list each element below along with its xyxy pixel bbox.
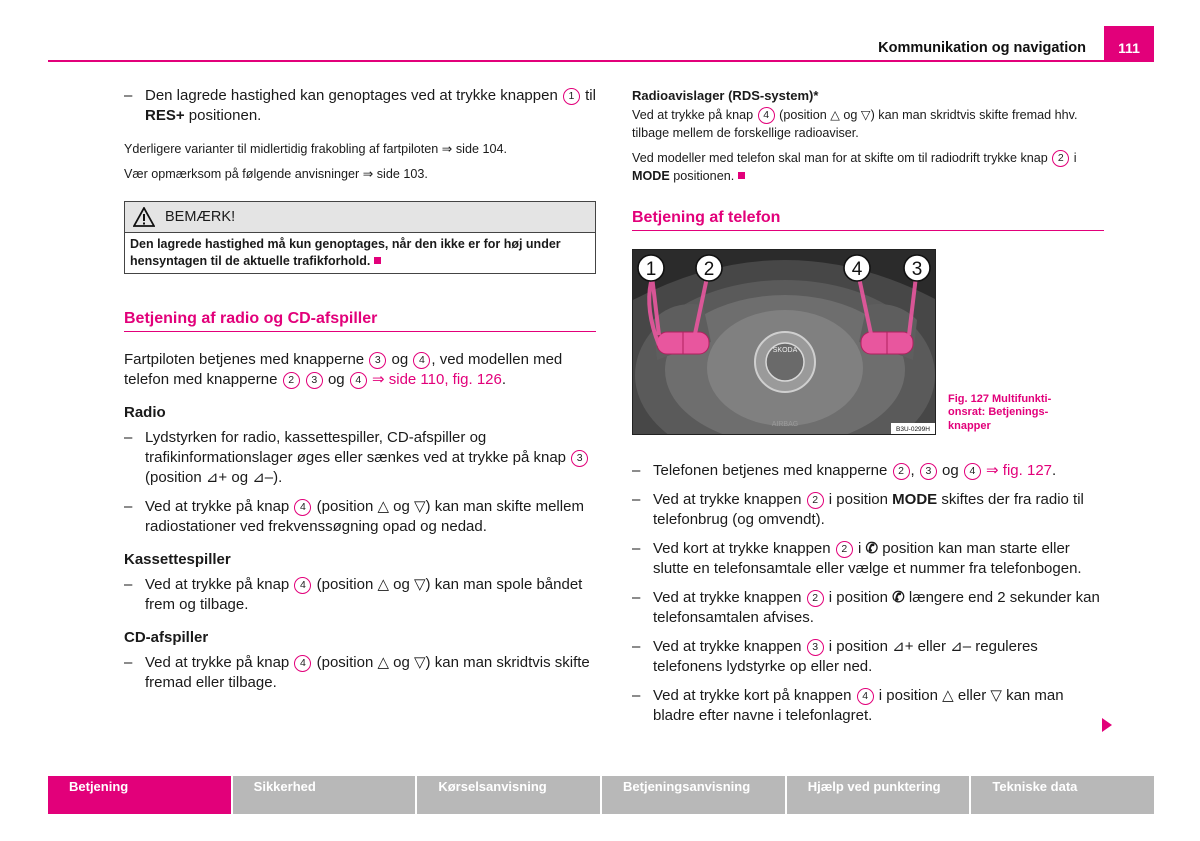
note-body	[125, 233, 595, 273]
list-item	[632, 539, 1104, 579]
notice-reference: Vær opmærksom på følgende anvisninger ⇒ side 103.	[124, 167, 428, 181]
page-number: 111	[1104, 26, 1154, 60]
text: og	[323, 371, 349, 388]
text: i position △ eller ▽ kan man bladre efter navne i telefonlagret.	[653, 687, 1064, 724]
figure-caption	[948, 393, 1051, 434]
button-ref: 4	[413, 352, 430, 369]
text: Ved at trykke på knap	[145, 498, 294, 515]
rds-title: Radioavislager (RDS-system)*	[632, 88, 819, 103]
subheading-cassette: Kassettespiller	[124, 551, 231, 568]
text: Den lagrede hastighed kan genoptages ved at trykke knappen	[145, 87, 562, 104]
steering-wheel-illustration	[633, 250, 936, 435]
note-text: Den lagrede hastighed må kun genoptages, når den ikke er for høj under hensyntagen til de aktuelle trafikforhold.	[130, 237, 561, 268]
variants-reference: Yderligere varianter til midlertidig frakobling af fartpiloten ⇒ side 104.	[124, 142, 507, 156]
rds-paragraph-1	[632, 106, 1104, 142]
callout-1: 1	[645, 259, 657, 280]
button-ref: 2	[807, 492, 824, 509]
section-title-radio: Betjening af radio og CD-afspiller	[124, 310, 596, 332]
tab-sikkerhed[interactable]: Sikkerhed	[233, 776, 416, 814]
list-item	[632, 686, 1104, 726]
text: Ved at trykke på knap	[145, 576, 294, 593]
end-marker	[374, 257, 381, 264]
note-title: BEMÆRK!	[165, 209, 236, 225]
button-ref: 3	[571, 450, 588, 467]
list-item	[632, 637, 1104, 677]
mode-label: MODE	[632, 169, 670, 183]
button-ref: 4	[294, 499, 311, 516]
note-header	[125, 202, 595, 233]
intro-paragraph	[124, 350, 596, 390]
text: , ved modellen med telefon med knapperne	[124, 351, 563, 388]
text: reguleres telefonens lydstyrke op eller ned.	[653, 638, 1038, 675]
list-item	[124, 428, 596, 488]
callout-4: 4	[851, 259, 863, 280]
text: position kan man starte eller slutte en telefonsamtale eller vælge et nummer fra telefonbogen.	[653, 540, 1082, 577]
list-item	[632, 588, 1104, 628]
left-column	[124, 86, 596, 702]
text: i position	[824, 638, 893, 655]
volume-up-icon: ⊿+	[892, 638, 914, 655]
text: længere end 2 sekunder kan telefonsamtalen afvises.	[653, 589, 1100, 626]
right-column	[632, 88, 1104, 735]
button-ref: 2	[836, 541, 853, 558]
button-ref: 3	[306, 372, 323, 389]
text: skiftes der fra radio til telefonbrug (og omvendt).	[653, 491, 1084, 528]
text	[301, 371, 305, 388]
button-ref: 4	[964, 463, 981, 480]
text: Fartpiloten betjenes med knapperne	[124, 351, 369, 368]
airbag-text: AIRBAG	[771, 421, 799, 428]
button-ref: 2	[1052, 150, 1069, 167]
text: (position △ og ▽) kan man spole båndet frem og tilbage.	[145, 576, 583, 613]
text: Ved at trykke knappen	[653, 589, 806, 606]
button-ref: 1	[563, 88, 580, 105]
caption-line: Fig. 127 Multifunkti-	[948, 392, 1052, 405]
page-link[interactable]: ⇒ side 110, fig. 126	[367, 371, 502, 388]
figure-127	[632, 249, 1104, 435]
text: i position	[824, 589, 893, 606]
list-item	[124, 653, 596, 693]
figure-code: B3U-0299H	[896, 426, 930, 433]
text: .	[501, 371, 507, 388]
tab-betjening[interactable]: Betjening	[48, 776, 231, 814]
text: positionen.	[184, 107, 262, 124]
text: (position △ og ▽) kan man skifte mellem radiostationer ved frekvenssøgning opad og nedad.	[145, 498, 584, 535]
button-ref: 2	[807, 590, 824, 607]
list-item	[632, 490, 1104, 530]
text: Ved at trykke kort på knappen	[653, 687, 856, 704]
steering-wheel-image	[632, 249, 936, 435]
res-plus-label: RES+	[145, 107, 185, 124]
button-ref: 2	[283, 372, 300, 389]
button-ref: 3	[807, 639, 824, 656]
button-ref: 4	[350, 372, 367, 389]
warning-icon	[133, 207, 155, 227]
subheading-radio: Radio	[124, 404, 166, 421]
subheading-cd: CD-afspiller	[124, 629, 209, 646]
button-ref: 4	[294, 577, 311, 594]
footer-navigation	[48, 776, 1154, 814]
tab-tekniske-data[interactable]: Tekniske data	[971, 776, 1154, 814]
tab-hjaelp-ved-punktering[interactable]: Hjælp ved punktering	[787, 776, 970, 814]
text: positionen.	[669, 169, 735, 183]
end-marker	[738, 172, 745, 179]
figure-link[interactable]: ⇒ fig. 127	[981, 462, 1052, 479]
list-item	[124, 575, 596, 615]
text: Ved at trykke på knap	[632, 108, 757, 122]
callout-3: 3	[911, 259, 923, 280]
list-item	[124, 497, 596, 537]
caption-line: onsrat: Betjenings-	[948, 406, 1049, 418]
text: og	[387, 351, 413, 368]
text: Ved at trykke knappen	[653, 491, 806, 508]
text: til	[580, 87, 596, 104]
text: Ved at trykke på knap	[145, 654, 294, 671]
mode-label: MODE	[892, 491, 938, 508]
section-title-phone: Betjening af telefon	[632, 209, 1104, 231]
text: eller	[913, 638, 951, 655]
text: Telefonen betjenes med knapperne	[653, 462, 892, 479]
text: Ved at trykke knappen	[653, 638, 806, 655]
button-ref: 4	[857, 688, 874, 705]
page-header	[48, 26, 1154, 62]
text: .	[1052, 462, 1057, 479]
text: ,	[910, 462, 919, 479]
text: (position △ og ▽) kan man skridtvis skifte fremad eller tilbage.	[145, 654, 590, 691]
rds-paragraph-2	[632, 149, 1104, 185]
text: i position	[824, 491, 893, 508]
list-item	[632, 461, 1104, 481]
text: Lydstyrken for radio, kassettespiller, CD-afspiller og trafikinformationslager øges eller sænkes ved at trykke på knap	[145, 429, 571, 466]
tab-betjeningsanvisning[interactable]: Betjeningsanvisning	[602, 776, 785, 814]
continue-arrow-icon	[1102, 718, 1112, 732]
text: i	[853, 540, 866, 557]
caption-line: knapper	[948, 419, 991, 432]
button-ref: 4	[758, 107, 775, 124]
text: og	[937, 462, 963, 479]
button-ref: 3	[920, 463, 937, 480]
tab-korselsanvisning[interactable]: Kørselsanvisning	[417, 776, 600, 814]
text: Ved modeller med telefon skal man for at skifte om til radiodrift trykke knap	[632, 151, 1052, 165]
volume-down-icon: ⊿–	[950, 638, 972, 655]
button-ref: 3	[369, 352, 386, 369]
button-ref: 2	[893, 463, 910, 480]
brand-text: SKODA	[772, 347, 798, 354]
text: (position △ og ▽) kan man skridtvis skifte fremad hhv. tilbage mellem de forskellige radioaviser.	[632, 108, 1078, 140]
phone-icon: ✆	[892, 589, 905, 606]
phone-icon: ✆	[865, 540, 879, 557]
resume-instruction	[124, 86, 596, 126]
text: i	[1070, 151, 1077, 165]
header-rule	[48, 60, 1154, 62]
text: (position ⊿+ og ⊿–).	[145, 469, 283, 486]
callout-2: 2	[703, 259, 715, 280]
note-box	[124, 201, 596, 274]
text: Ved kort at trykke knappen	[653, 540, 835, 557]
chapter-title: Kommunikation og navigation	[878, 40, 1086, 56]
button-ref: 4	[294, 655, 311, 672]
